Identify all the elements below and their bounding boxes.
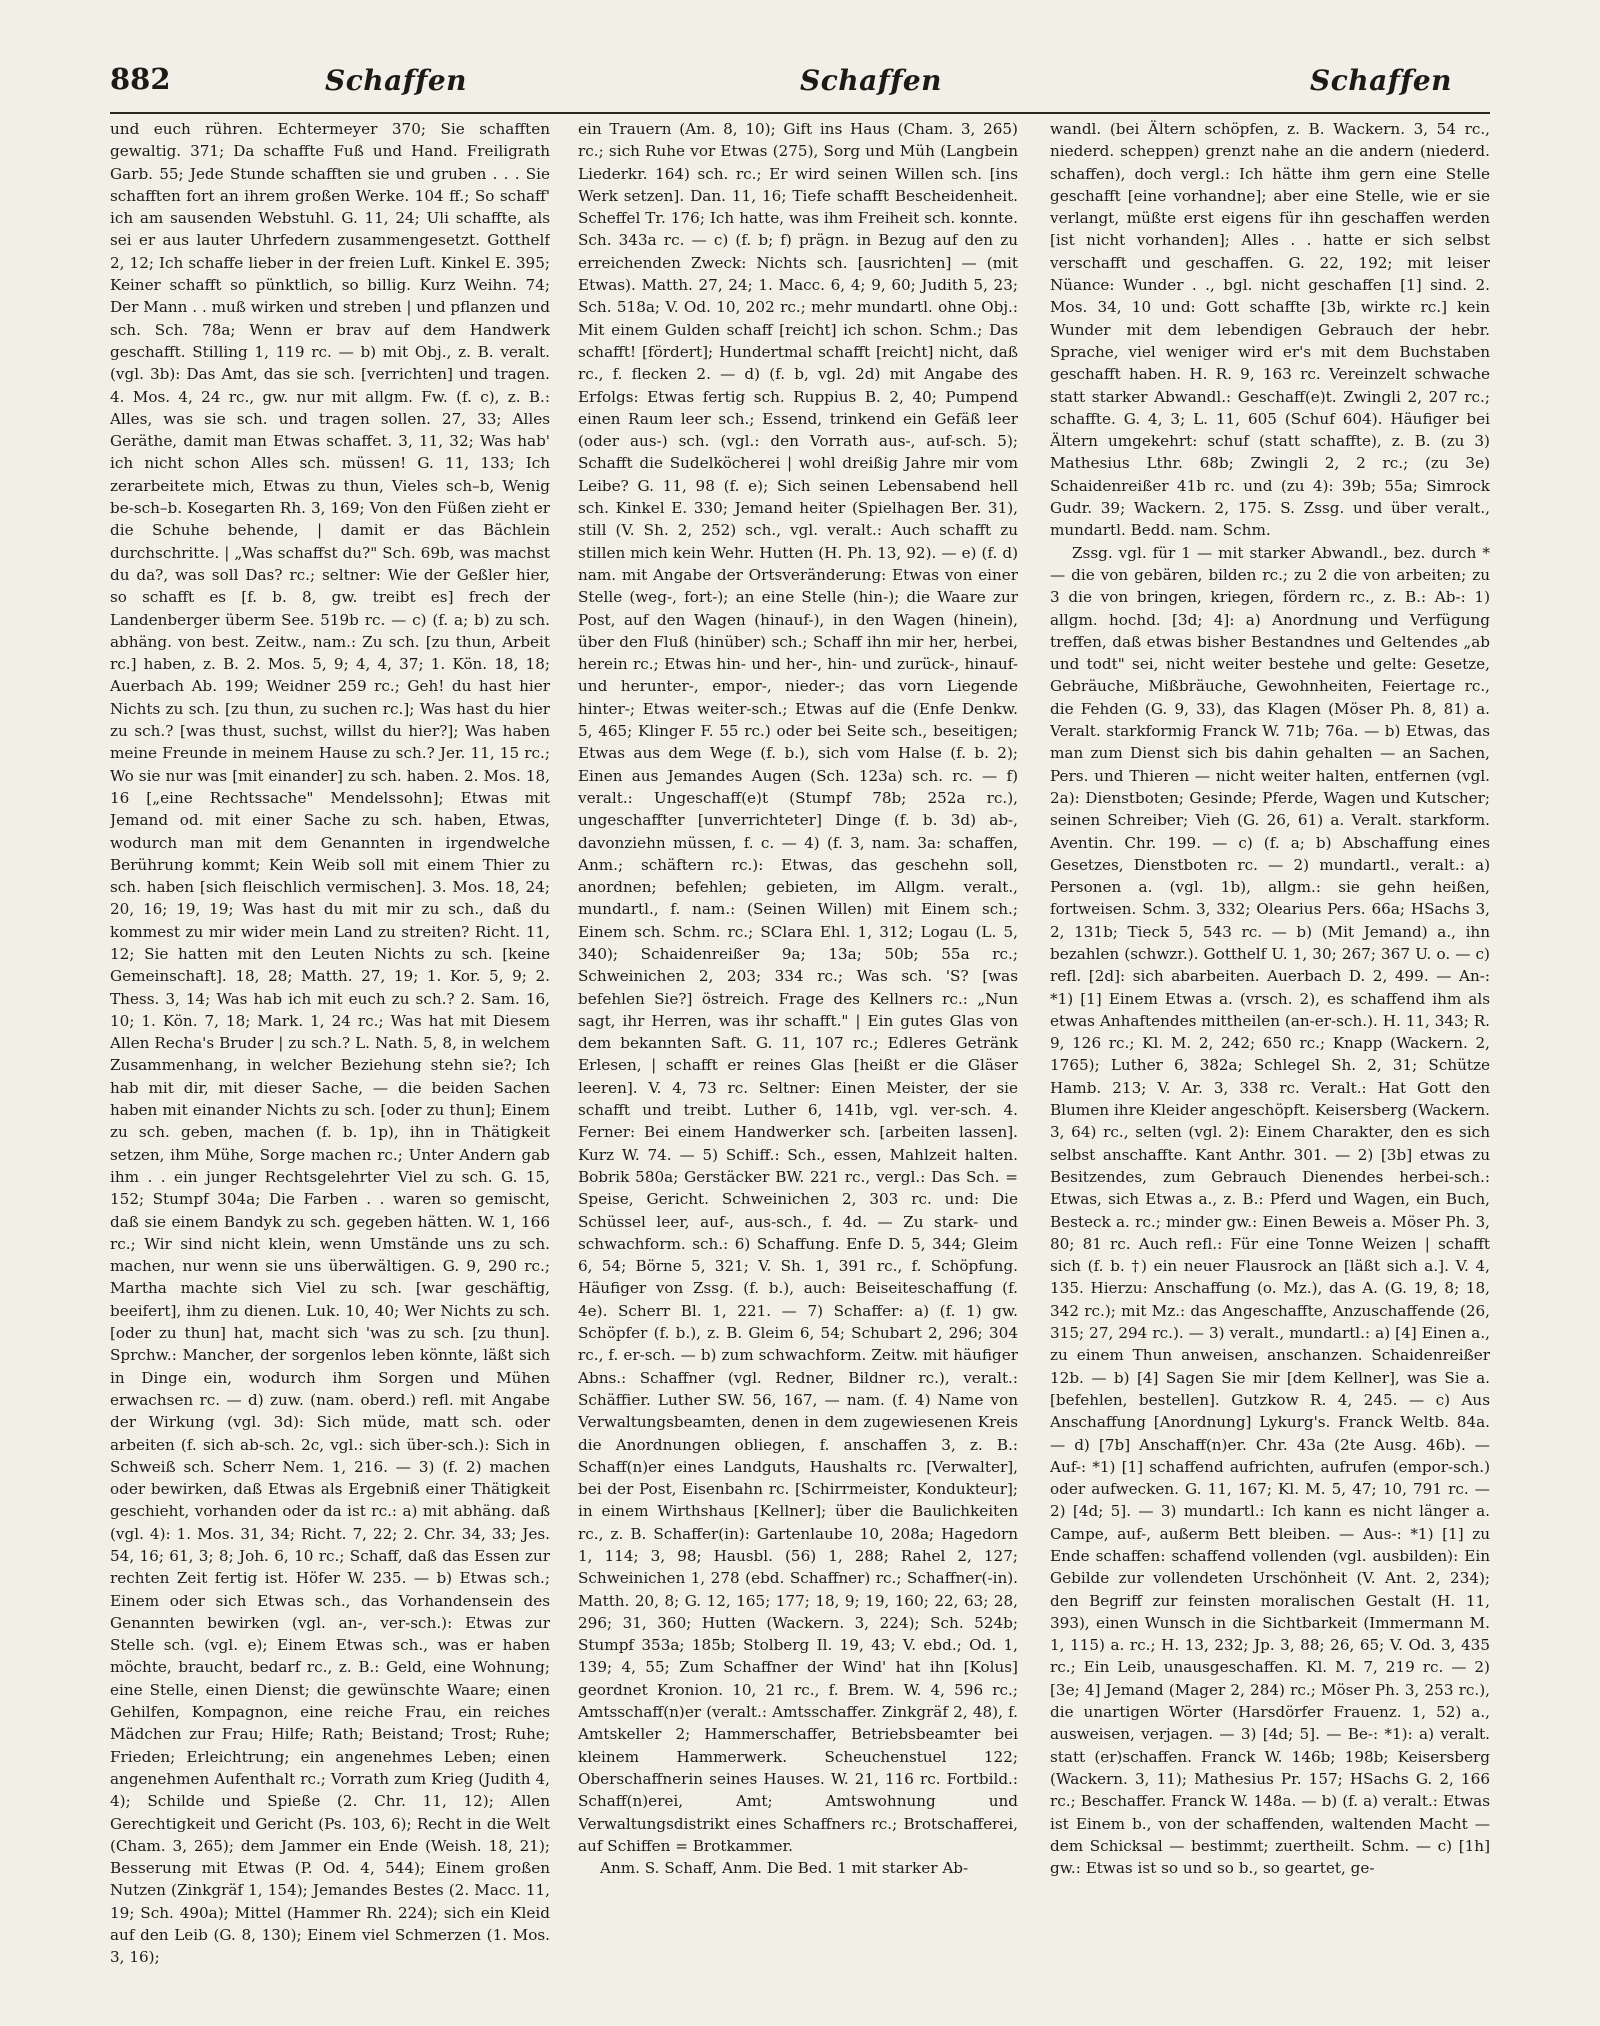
text-column-3 [1050,118,1490,2003]
column-2-paragraph-2: Anm. S. Schaff, Anm. Die Bed. 1 mit starker Ab- [600,1859,969,1878]
page-header [110,58,1490,106]
page-number: 882 [110,62,171,96]
running-head-center: Schaffen [800,64,943,97]
running-head-right: Schaffen [1310,64,1453,97]
column-3-paragraph-2: Zssg. vgl. für 1 — mit starker Abwandl., bez. durch * — die von gebären, bilden rc.; zu 2 die von arbeiten; zu 3 die von bringen, kriegen, fördern rc., z. B.: Ab-: 1) allgm. hochd. [3d; 4]: a) Anordnung und Verfügung treffen, daß etwas bisher Bestandnes und Geltendes „ab und todt" sei, nicht weiter bestehe und gelte: Gesetze, Gebräuche, Mißbräuche, Gewohnheiten, Feiertage rc., die Fehden (G. 9, 33), das Klagen (Möser Ph. 8, 81) a. Veralt. starkformig Franck W. 71b; 76a. — b) Etwas, das man zum Dienst sich bis dahin gehalten — an Sachen, Pers. und Thieren — nicht weiter halten, entfernen (vgl. 2a): Dienstboten; Gesinde; Pferde, Wagen und Kutscher; seinen Schreiber; Vieh (G. 26, 61) a. Veralt. starkform. Aventin. Chr. 199. — c) (f. a; b) Abschaffung eines Gesetzes, Dienstboten rc. — 2) mundartl., veralt.: a) Personen a. (vgl. 1b), allgm.: sie gehn heißen, fortweisen. Schm. 3, 332; Olearius Pers. 66a; HSachs 3, 2, 131b; Tieck 5, 543 rc. — b) (Mit Jemand) a., ihn bezahlen (schwzr.). Gotthelf U. 1, 30; 267; 367 U. o. — c) refl. [2d]: sich abarbeiten. Auerbach D. 2, 499. — An-: *1) [1] Einem Etwas a. (vrsch. 2), es schaffend ihm als etwas Anhaftendes mittheilen (an-er-sch.). H. 11, 343; R. 9, 126 rc.; Kl. M. 2, 242; 650 rc.; Knapp (Wackern. 2, 1765); Luther 6, 382a; Schlegel Sh. 2, 31; Schütze Hamb. 213; V. Ar. 3, 338 rc. Veralt.: Hat Gott den Blumen ihre Kleider angeschöpft. Keisersberg (Wackern. 3, 64) rc., selten (vgl. 2): Einem Charakter, den es sich selbst anschaffte. Kant Anthr. 301. — 2) [3b] etwas zu Besitzendes, zum Gebrauch Dienendes herbei-sch.: Etwas, sich Etwas a., z. B.: Pferd und Wagen, ein Buch, Besteck a. rc.; minder gw.: Einen Beweis a. Möser Ph. 3, 80; 81 rc. Auch refl.: Für eine Tonne Weizen | schafft sich (f. b. †) ein neuer Flausrock an [läßt sich a.]. V. 4, 135. Hierzu: Anschaffung (o. Mz.), das A. (G. 19, 8; 18, 342 rc.); mit Mz.: das Angeschaffte, Anzuschaffende (26, 315; 27, 294 rc.). — 3) veralt., mundartl.: a) [4] Einen a., zu einem Thun anweisen, anschanzen. Schaidenreißer 12b. — b) [4] Sagen Sie mir [dem Kellner], was Sie a. [befehlen, bestellen]. Gutzkow R. 4, 245. — c) Aus Anschaffung [Anordnung] Lykurg's. Franck Weltb. 84a. — d) [7b] Anschaff(n)er. Chr. 43a (2te Ausg. 46b). — Auf-: *1) [1] schaffend aufrichten, aufrufen (empor-sch.) oder aufwecken. G. 11, 167; Kl. M. 5, 47; 10, 791 rc. — 2) [4d; 5]. — 3) mundartl.: Ich kann es nicht länger a. Campe, auf-, außerm Bett bleiben. — Aus-: *1) [1] zu Ende schaffen: schaffend vollenden (vgl. ausbilden): Ein Gebilde zur vollendeten Urschönheit (V. Ant. 2, 234); den Begriff zur feinsten moralischen Gestalt (H. 11, 393), einen Wunsch in die Sichtbarkeit (Immermann M. 1, 115) a. rc.; H. 13, 232; Jp. 3, 88; 26, 65; V. Od. 3, 435 rc.; Ein Leib, unausgeschaffen. Kl. M. 7, 219 rc. — 2) [3e; 4] Jemand (Mager 2, 284) rc.; Möser Ph. 3, 253 rc.), die unartigen Wörter (Harsdörfer Frauenz. 1, 52) a., ausweisen, verjagen. — 3) [4d; 5]. — Be-: *1): a) veralt. statt (er)schaffen. Franck W. 146b; 198b; Keisersberg (Wackern. 3, 11); Mathesius Pr. 157; HSachs G. 2, 166 rc.; Beschaffer. Franck W. 148a. — b) (f. a) veralt.: Etwas ist Einem b., von der schaffenden, waltenden Macht — dem Schicksal — bestimmt; zuertheilt. Schm. — c) [1h] gw.: Etwas ist so und so b., so geartet, ge- [1050,543,1490,1878]
column-1-paragraph-1: und euch rühren. Echtermeyer 370; Sie schafften gewaltig. 371; Da schaffte Fuß und Hand. Freiligrath Garb. 55; Jede Stunde schafften sie und gruben . . . Sie schafften fort an ihrem großen Werke. 104 ff.; So schaff' ich am sausenden Webstuhl. G. 11, 24; Uli schaffte, als sei er aus lauter Uhrfedern zusammengesetzt. Gotthelf 2, 12; Ich schaffe lieber in der freien Luft. Kinkel E. 395; Keiner schafft so pünktlich, so billig. Kurz Weihn. 74; Der Mann . . muß wirken und streben | und pflanzen und sch. Sch. 78a; Wenn er brav auf dem Handwerk geschafft. Stilling 1, 119 rc. — b) mit Obj., z. B. veralt. (vgl. 3b): Das Amt, das sie sch. [verrichten] und tragen. 4. Mos. 4, 24 rc., gw. nur mit allgm. Fw. (f. c), z. B.: Alles, was sie sch. und tragen sollen. 27, 33; Alles Geräthe, damit man Etwas schaffet. 3, 11, 32; Was hab' ich nicht schon Alles sch. müssen! G. 11, 133; Ich zerarbeitete mich, Etwas zu thun, Vieles sch–b, Wenig be-sch–b. Kosegarten Rh. 3, 169; Von den Füßen zieht er die Schuhe behende, | damit er das Bächlein durchschritte. | „Was schaffst du?" Sch. 69b, was machst du da?, was soll Das? rc.; seltner: Wie der Geßler hier, so schafft es [f. b. 8, gw. treibt es] frech der Landenberger überm See. 519b rc. — c) (f. a; b) zu sch. abhäng. von best. Zeitw., nam.: Zu sch. [zu thun, Arbeit rc.] haben, z. B. 2. Mos. 5, 9; 4, 4, 37; 1. Kön. 18, 18; Auerbach Ab. 199; Weidner 259 rc.; Geh! du hast hier Nichts zu sch. [zu thun, zu suchen rc.]; Was hast du hier zu sch.? [was thust, suchst, willst du hier?]; Was haben meine Freunde in meinem Hause zu sch.? Jer. 11, 15 rc.; Wo sie nur was [mit einander] zu sch. haben. 2. Mos. 18, 16 [„eine Rechtssache" Mendelssohn]; Etwas mit Jemand od. mit einer Sache zu sch. haben, Etwas, wodurch man mit dem Genannten in irgendwelche Berührung kommt; Kein Weib soll mit einem Thier zu sch. haben [sich fleischlich vermischen]. 3. Mos. 18, 24; 20, 16; 19, 19; Was hast du mit mir zu sch., daß du kommest zu mir wider mein Land zu streiten? Richt. 11, 12; Sie hatten mit den Leuten Nichts zu sch. [keine Gemeinschaft]. 18, 28; Matth. 27, 19; 1. Kor. 5, 9; 2. Thess. 3, 14; Was hab ich mit euch zu sch.? 2. Sam. 16, 10; 1. Kön. 7, 18; Mark. 1, 24 rc.; Was hat mit Diesem Allen Recha's Bruder | zu sch.? L. Nath. 5, 8, in welchem Zusammenhang, in welcher Beziehung stehn sie?; Ich hab mit dir, mit dieser Sache, — die beiden Sachen haben mit einander Nichts zu sch. [oder zu thun]; Einem zu sch. geben, machen (f. b. 1p), ihn in Thätigkeit setzen, ihm Mühe, Sorge machen rc.; Unter Andern gab ihm . . ein junger Rechtsgelehrter Viel zu sch. G. 15, 152; Stumpf 304a; Die Farben . . waren so gemischt, daß sie einem Bandyk zu sch. gegeben hätten. W. 1, 166 rc.; Wir sind nicht klein, wenn Umstände uns zu sch. machen, nur wenn sie uns überwältigen. G. 9, 290 rc.; Martha machte sich Viel zu sch. [war geschäftig, beeifert], ihm zu dienen. Luk. 10, 40; Wer Nichts zu sch. [oder zu thun] hat, macht sich 'was zu sch. [zu thun]. Sprchw.: Mancher, der sorgenlos leben könnte, läßt sich in Dinge ein, wodurch ihm Sorgen und Mühen erwachsen rc. — d) zuw. (nam. oberd.) refl. mit Angabe der Wirkung (vgl. 3d): Sich müde, matt sch. oder arbeiten (f. sich ab-sch. 2c, vgl.: sich über-sch.): Sich in Schweiß sch. Scherr Nem. 1, 216. — 3) (f. 2) machen oder bewirken, daß Etwas als Ergebniß einer Thätigkeit geschieht, vorhanden oder da ist rc.: a) mit abhäng. daß (vgl. 4): 1. Mos. 31, 34; Richt. 7, 22; 2. Chr. 34, 33; Jes. 54, 16; 61, 3; 8; Joh. 6, 10 rc.; Schaff, daß das Essen zur rechten Zeit fertig ist. Höfer W. 235. — b) Etwas sch.; Einem oder sich Etwas sch., das Vorhandensein des Genannten bewirken (vgl. an-, ver-sch.): Etwas zur Stelle sch. (vgl. e); Einem Etwas sch., was er haben möchte, braucht, bedarf rc., z. B.: Geld, eine Wohnung; eine Stelle, einen Dienst; die gewünschte Waare; einen Gehilfen, Kompagnon, eine reiche Frau, ein reiches Mädchen zur Frau; Hilfe; Rath; Beistand; Trost; Ruhe; Frieden; Erleichtrung; ein angenehmes Leben; einen angenehmen Aufenthalt rc.; Vorrath zum Krieg (Judith 4, 4); Schilde und Spieße (2. Chr. 11, 12); Allen Gerechtigkeit und Gericht (Ps. 103, 6); Recht in die Welt (Cham. 3, 265); dem Jammer ein Ende (Weish. 18, 21); Besserung mit Etwas (P. Od. 4, 544); Einem großen Nutzen (Zinkgräf 1, 154); Jemandes Bestes (2. Macc. 11, 19; Sch. 490a); Mittel (Hammer Rh. 224); sich ein Kleid auf den Leib (G. 8, 130); Einem viel Schmerzen (1. Mos. 3, 16); [110,120,550,1967]
header-rule [110,112,1490,114]
text-column-1 [110,118,550,2003]
running-head-left: Schaffen [325,64,468,97]
column-3-paragraph-1: wandl. (bei Ältern schöpfen, z. B. Wackern. 3, 54 rc., niederd. scheppen) grenzt nahe an die andern (niederd. schaffen), doch vergl.: Ich hätte ihm gern eine Stelle geschafft [eine vorhandne]; aber eine Stelle, wie er sie verlangt, müßte erst eigens für ihn geschaffen werden [ist nicht vorhanden]; Alles . . hatte er sich selbst verschafft und geschaffen. G. 22, 192; mit leiser Nüance: Wunder . ., bgl. nicht geschaffen [1] sind. 2. Mos. 34, 10 und: Gott schaffte [3b, wirkte rc.] kein Wunder mit dem lebendigen Gebrauch der hebr. Sprache, viel weniger wird er's mit dem Buchstaben geschafft haben. H. R. 9, 163 rc. Vereinzelt schwache statt starker Abwandl.: Geschaff(e)t. Zwingli 2, 207 rc.; schaffte. G. 4, 3; L. 11, 605 (Schuf 604). Häufiger bei Ältern umgekehrt: schuf (statt schaffte), z. B. (zu 3) Mathesius Lthr. 68b; Zwingli 2, 2 rc.; (zu 3e) Schaidenreißer 41b rc. und (zu 4): 39b; 55a; Simrock Gudr. 39; Wackern. 2, 175. S. Zssg. und über veralt., mundartl. Bedd. nam. Schm. [1050,120,1490,540]
text-column-2 [578,118,1018,2003]
column-2-paragraph-1: ein Trauern (Am. 8, 10); Gift ins Haus (Cham. 3, 265) rc.; sich Ruhe vor Etwas (275), Sorg und Müh (Langbein Liederkr. 164) sch. rc.; Er wird seinen Willen sch. [ins Werk setzen]. Dan. 11, 16; Tiefe schafft Bescheidenheit. Scheffel Tr. 176; Ich hatte, was ihm Freiheit sch. konnte. Sch. 343a rc. — c) (f. b; f) prägn. in Bezug auf den zu erreichenden Zweck: Nichts sch. [ausrichten] — (mit Etwas). Matth. 27, 24; 1. Macc. 6, 4; 9, 60; Judith 5, 23; Sch. 518a; V. Od. 10, 202 rc.; mehr mundartl. ohne Obj.: Mit einem Gulden schaff [reicht] ich schon. Schm.; Das schafft! [fördert]; Hundertmal schafft [reicht] nicht, daß rc., f. flecken 2. — d) (f. b, vgl. 2d) mit Angabe des Erfolgs: Etwas fertig sch. Ruppius B. 2, 40; Pumpend einen Raum leer sch.; Essend, trinkend ein Gefäß leer (oder aus-) sch. (vgl.: den Vorrath aus-, auf-sch. 5); Schafft die Sudelköcherei | wohl dreißig Jahre mir vom Leibe? G. 11, 98 (f. e); Sich seinen Lebensabend hell sch. Kinkel E. 330; Jemand heiter (Spielhagen Ber. 31), still (V. Sh. 2, 252) sch., vgl. veralt.: Auch schafft zu stillen mich kein Wehr. Hutten (H. Ph. 13, 92). — e) (f. d) nam. mit Angabe der Ortsveränderung: Etwas von einer Stelle (weg-, fort-); an eine Stelle (hin-); die Waare zur Post, auf den Wagen (hinauf-), in den Wagen (hinein), über den Fluß (hinüber) sch.; Schaff ihn mir her, herbei, herein rc.; Etwas hin- und her-, hin- und zurück-, hinauf- und herunter-, empor-, nieder-; das vorn Liegende hinter-; Etwas weiter-sch.; Etwas auf die (Enfe Denkw. 5, 465; Klinger F. 55 rc.) oder bei Seite sch., beseitigen; Etwas aus dem Wege (f. b.), sich vom Halse (f. b. 2); Einen aus Jemandes Augen (Sch. 123a) sch. rc. — f) veralt.: Ungeschaff(e)t (Stumpf 78b; 252a rc.), ungeschaffter [unverrichteter] Dinge (f. b. 3d) ab-, davonziehn müssen, f. c. — 4) (f. 3, nam. 3a: schaffen, Anm.; schäftern rc.): Etwas, das geschehn soll, anordnen; befehlen; gebieten, im Allgm. veralt., mundartl., f. nam.: (Seinen Willen) mit Einem sch.; Einem sch. Schm. rc.; SClara Ehl. 1, 312; Logau (L. 5, 340); Schaidenreißer 9a; 13a; 50b; 55a rc.; Schweinichen 2, 203; 334 rc.; Was sch. 'S? [was befehlen Sie?] östreich. Frage des Kellners rc.: „Nun sagt, ihr Herren, was ihr schafft." | Ein gutes Glas von dem bekannten Saft. G. 11, 107 rc.; Edleres Getränk Erlesen, | schafft er reines Glas [heißt er die Gläser leeren]. V. 4, 73 rc. Seltner: Einen Meister, der sie schafft und treibt. Luther 6, 141b, vgl. ver-sch. 4. Ferner: Bei einem Handwerker sch. [arbeiten lassen]. Kurz W. 74. — 5) Schiff.: Sch., essen, Mahlzeit halten. Bobrik 580a; Gerstäcker BW. 221 rc., vergl.: Das Sch. = Speise, Gericht. Schweinichen 2, 303 rc. und: Die Schüssel leer, auf-, aus-sch., f. 4d. — Zu stark- und schwachform. sch.: 6) Schaffung. Enfe D. 5, 344; Gleim 6, 54; Börne 5, 321; V. Sh. 1, 391 rc., f. Schöpfung. Häufiger von Zssg. (f. b.), auch: Beiseiteschaffung (f. 4e). Scherr Bl. 1, 221. — 7) Schaffer: a) (f. 1) gw. Schöpfer (f. b.), z. B. Gleim 6, 54; Schubart 2, 296; 304 rc., f. er-sch. — b) zum schwachform. Zeitw. mit häufiger Abns.: Schaffner (vgl. Redner, Bildner rc.), veralt.: Schäffier. Luther SW. 56, 167, — nam. (f. 4) Name von Verwaltungsbeamten, denen in dem zugewiesenen Kreis die Anordnungen obliegen, f. anschaffen 3, z. B.: Schaff(n)er eines Landguts, Haushalts rc. [Verwalter], bei der Post, Eisenbahn rc. [Schirrmeister, Kondukteur]; in einem Wirthshaus [Kellner]; über die Baulichkeiten rc., z. B. Schaffer(in): Gartenlaube 10, 208a; Hagedorn 1, 114; 3, 98; Hausbl. (56) 1, 288; Rahel 2, 127; Schweinichen 1, 278 (ebd. Schaffner) rc.; Schaffner(-in). Matth. 20, 8; G. 12, 165; 177; 18, 9; 19, 160; 22, 63; 28, 296; 31, 360; Hutten (Wackern. 3, 224); Sch. 524b; Stumpf 353a; 185b; Stolberg Il. 19, 43; V. ebd.; Od. 1, 139; 4, 55; Zum Schaffner der Wind' hat ihn [Kolus] geordnet Kronion. 10, 21 rc., f. Brem. W. 4, 596 rc.; Amtsschaff(n)er (veralt.: Amtsschaffer. Zinkgräf 2, 48), f. Amtskeller 2; Hammerschaffer, Betriebsbeamter bei kleinem Hammerwerk. Scheuchenstuel 122; Oberschaffnerin seines Hauses. W. 21, 116 rc. Fortbild.: Schaff(n)erei, Amt; Amtswohnung und Verwaltungsdistrikt eines Schaffners rc.; Brotschafferei, auf Schiffen = Brotkammer. [578,120,1018,1855]
